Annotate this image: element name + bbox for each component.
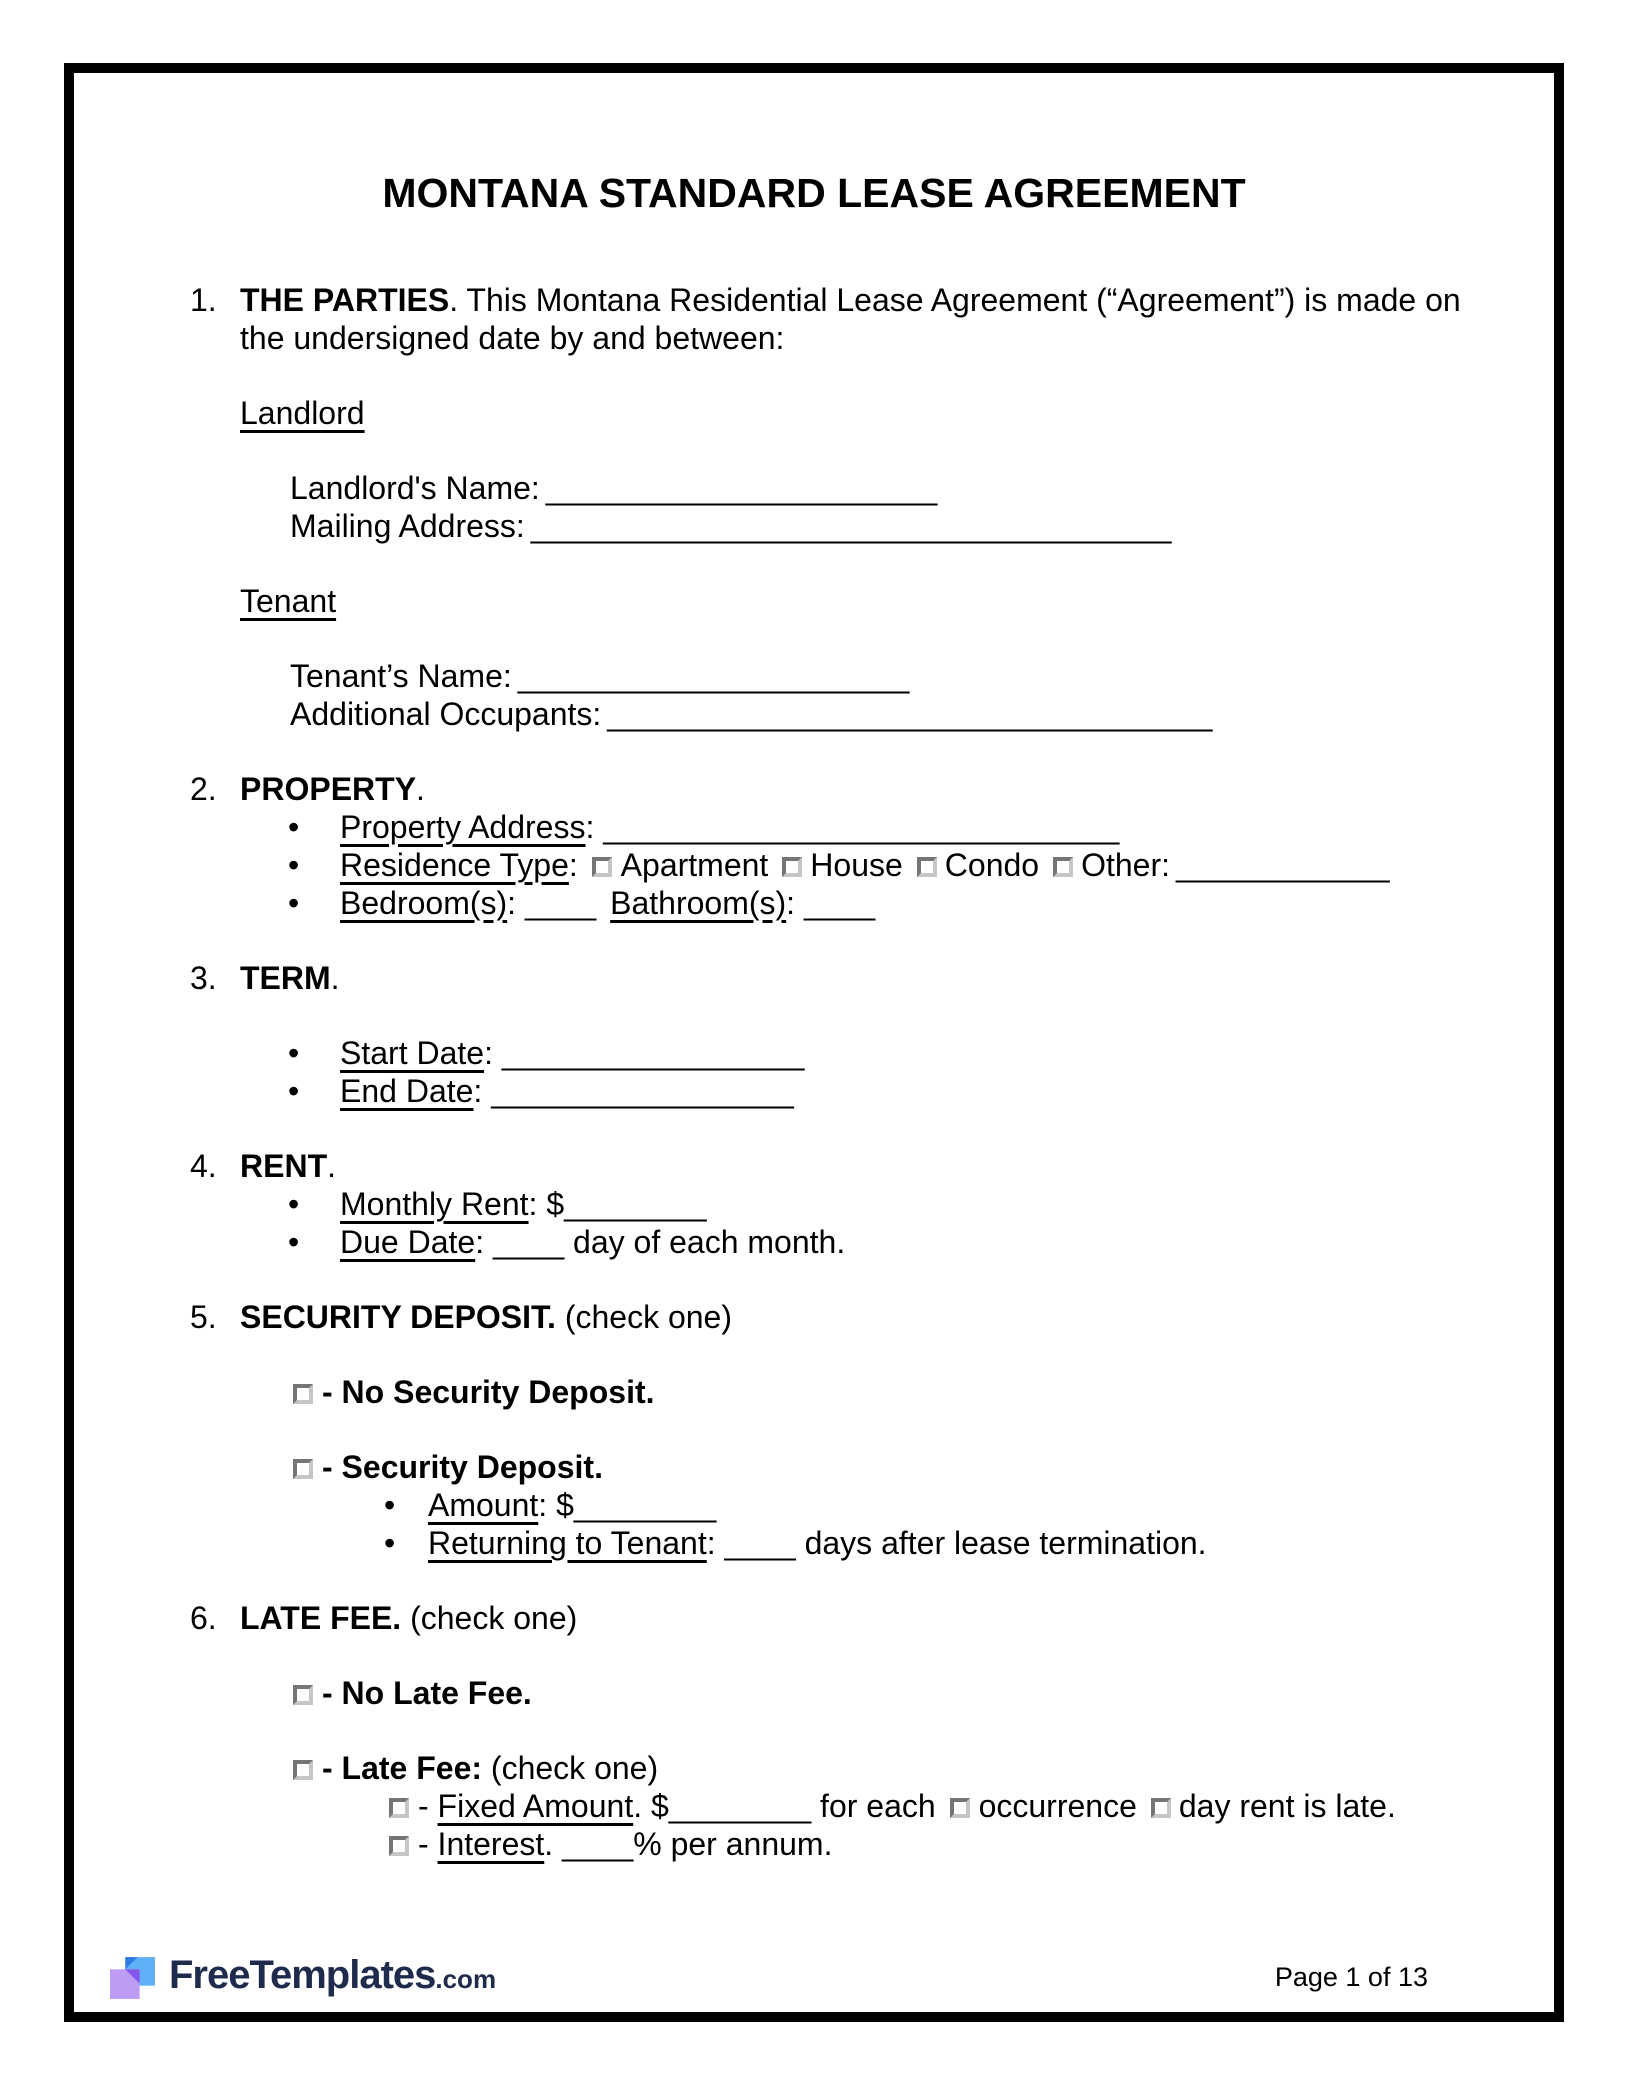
interest-blank[interactable]: ____ [562, 1826, 634, 1862]
bullet-icon: • [288, 1073, 300, 1109]
property-address-label: Property Address [340, 809, 586, 845]
apartment-option-label: Apartment [620, 847, 769, 883]
monthly-rent-colon: : [528, 1186, 547, 1222]
day-rent-late-label: day rent is late. [1178, 1788, 1396, 1824]
section-rent-number: 4. [190, 1148, 217, 1184]
bullet-icon: • [288, 1224, 300, 1260]
late-fee-label: - Late Fee: [322, 1750, 483, 1786]
freetemplates-logo-icon [110, 1954, 157, 2001]
occurrence-checkbox[interactable] [950, 1798, 970, 1818]
end-date-blank[interactable]: _________________ [491, 1073, 794, 1109]
deposit-amount-text [428, 1486, 716, 1524]
security-deposit-option-line [288, 1448, 1510, 1486]
landlord-address-label: Mailing Address: [290, 508, 525, 544]
security-deposit-checkbox[interactable] [293, 1459, 313, 1479]
freetemplates-logo [110, 1954, 496, 2001]
due-date-colon: : [475, 1224, 493, 1260]
condo-checkbox[interactable] [917, 857, 937, 877]
section-security-number: 5. [190, 1299, 217, 1335]
start-date-item [288, 1034, 1510, 1072]
bathrooms-blank[interactable]: ____ [803, 885, 876, 921]
interest-checkbox[interactable] [389, 1836, 409, 1856]
section-rent-heading-line [240, 1147, 1510, 1185]
section-term-heading-line [240, 959, 1510, 997]
fixed-amount-item [384, 1787, 1510, 1825]
landlord-address-line [290, 507, 1554, 545]
start-date-label: Start Date [340, 1035, 485, 1071]
no-late-fee-checkbox[interactable] [293, 1685, 313, 1705]
fixed-amount-blank[interactable]: ________ [668, 1788, 812, 1824]
residence-type-item [288, 846, 1510, 884]
interest-suffix: % per annum. [633, 1826, 833, 1862]
interest-item [384, 1825, 1510, 1863]
tenant-occupants-line [290, 695, 1554, 733]
tenant-occupants-label: Additional Occupants: [290, 696, 602, 732]
deposit-returning-colon: : [706, 1525, 725, 1561]
due-date-suffix: day of each month. [564, 1224, 846, 1260]
brand-text [169, 1953, 497, 1998]
property-address-blank[interactable]: _____________________________ [603, 809, 1120, 845]
house-checkbox[interactable] [782, 857, 802, 877]
late-fee-option-line [288, 1749, 1510, 1787]
tenant-heading: Tenant [240, 583, 337, 619]
section-property-heading-line [240, 770, 1510, 808]
section-term-heading: TERM [240, 960, 331, 996]
property-address-text [340, 808, 1119, 846]
bullet-icon: • [384, 1525, 396, 1561]
section-security-note: (check one) [555, 1299, 732, 1335]
property-bullets [74, 808, 1554, 922]
section-parties-intro: . This Montana Residential Lease Agreement (“Agreement”) is made on the undersigned date by and between: [240, 282, 1461, 356]
start-date-colon: : [484, 1035, 502, 1071]
due-date-item [288, 1223, 1510, 1261]
deposit-returning-suffix: days after lease termination. [795, 1525, 1207, 1561]
due-date-label: Due Date [340, 1224, 476, 1260]
bathrooms-label: Bathroom(s) [610, 885, 787, 921]
deposit-returning-text [428, 1524, 1207, 1562]
section-parties-paragraph [240, 281, 1510, 357]
document-page [64, 63, 1564, 2022]
bullet-icon: • [288, 1186, 300, 1222]
bedrooms-colon: : [507, 885, 525, 921]
section-security-heading-line [240, 1298, 1510, 1336]
no-late-fee-option [288, 1674, 1510, 1712]
monthly-rent-blank[interactable]: ________ [564, 1186, 707, 1222]
section-rent [190, 1147, 1510, 1185]
section-rent-heading: RENT [240, 1148, 328, 1184]
section-late-fee-number: 6. [190, 1600, 217, 1636]
bedrooms-label: Bedroom(s) [340, 885, 508, 921]
no-security-deposit-label: - No Security Deposit. [322, 1374, 655, 1410]
end-date-label: End Date [340, 1073, 474, 1109]
end-date-text [340, 1072, 794, 1110]
fixed-amount-dash: - [418, 1788, 438, 1824]
deposit-amount-label: Amount [428, 1487, 539, 1523]
house-option-label: House [810, 847, 903, 883]
deposit-returning-item [384, 1524, 1510, 1562]
rooms-text [340, 884, 875, 922]
property-address-item [288, 808, 1510, 846]
section-late-fee [190, 1599, 1510, 1637]
due-date-blank[interactable]: ____ [492, 1224, 565, 1260]
section-security-deposit [190, 1298, 1510, 1336]
section-security-heading: SECURITY DEPOSIT. [240, 1299, 556, 1335]
bullet-icon: • [384, 1487, 396, 1523]
document-content [74, 73, 1554, 2012]
brand-name: FreeTemplates [169, 1953, 436, 1997]
monthly-rent-text [340, 1185, 706, 1223]
page-number: Page 1 of 13 [1274, 1962, 1428, 1992]
bedrooms-blank[interactable]: ____ [524, 885, 597, 921]
other-blank[interactable]: ____________ [1176, 847, 1390, 883]
landlord-address-blank[interactable]: ____________________________________ [530, 508, 1172, 544]
section-parties-heading: THE PARTIES [240, 282, 450, 318]
brand-tld: .com [435, 1964, 497, 1994]
landlord-fields [74, 469, 1554, 545]
other-checkbox[interactable] [1053, 857, 1073, 877]
deposit-returning-label: Returning to Tenant [428, 1525, 707, 1561]
fixed-amount-period: . [633, 1788, 651, 1824]
landlord-name-line [290, 469, 1554, 507]
deposit-amount-blank[interactable]: ________ [573, 1487, 717, 1523]
no-security-deposit-checkbox[interactable] [293, 1384, 313, 1404]
section-term-number: 3. [190, 960, 217, 996]
page-footer [110, 1946, 1428, 2008]
landlord-name-blank[interactable]: ______________________ [545, 470, 938, 506]
security-deposit-option [74, 1448, 1554, 1562]
day-rent-late-checkbox[interactable] [1151, 1798, 1171, 1818]
residence-type-text [340, 846, 1390, 884]
condo-option-label: Condo [944, 847, 1040, 883]
late-fee-option [74, 1749, 1554, 1863]
term-bullets [74, 1034, 1554, 1110]
no-late-fee-label: - No Late Fee. [322, 1675, 532, 1711]
end-date-item [288, 1072, 1510, 1110]
end-date-colon: : [473, 1073, 492, 1109]
security-deposit-label: - Security Deposit. [322, 1449, 603, 1485]
other-option-label: Other: [1081, 847, 1171, 883]
start-date-text [340, 1034, 804, 1072]
tenant-occupants-blank[interactable]: __________________________________ [607, 696, 1213, 732]
landlord-heading: Landlord [240, 395, 365, 431]
section-property-heading: PROPERTY [240, 771, 417, 807]
section-late-fee-note: (check one) [401, 1600, 578, 1636]
rent-bullets [74, 1185, 1554, 1261]
section-parties [190, 281, 1510, 357]
property-address-colon: : [585, 809, 604, 845]
monthly-rent-label: Monthly Rent [340, 1186, 529, 1222]
residence-type-colon: : [568, 847, 587, 883]
apartment-checkbox[interactable] [592, 857, 612, 877]
occurrence-label: occurrence [978, 1788, 1137, 1824]
bathrooms-colon: : [786, 885, 804, 921]
deposit-amount-colon: : [538, 1487, 557, 1523]
bullet-icon: • [288, 847, 300, 883]
no-security-deposit-option [288, 1373, 1510, 1411]
deposit-amount-currency: $ [556, 1487, 574, 1523]
section-property-number: 2. [190, 771, 217, 807]
section-property-period: . [416, 771, 425, 807]
deposit-returning-blank[interactable]: ____ [724, 1525, 796, 1561]
interest-label: Interest [437, 1826, 545, 1862]
deposit-amount-item [384, 1486, 1510, 1524]
tenant-name-label: Tenant’s Name: [290, 658, 512, 694]
bullet-icon: • [288, 1035, 300, 1071]
interest-period: . [544, 1826, 563, 1862]
due-date-text [340, 1223, 845, 1261]
tenant-fields [74, 657, 1554, 733]
late-fee-checkbox[interactable] [293, 1760, 313, 1780]
monthly-rent-item [288, 1185, 1510, 1223]
fixed-amount-checkbox[interactable] [389, 1798, 409, 1818]
section-term [190, 959, 1510, 997]
tenant-name-blank[interactable]: ______________________ [517, 658, 910, 694]
document-title: MONTANA STANDARD LEASE AGREEMENT [382, 170, 1246, 216]
monthly-rent-currency: $ [546, 1186, 565, 1222]
section-late-fee-heading: LATE FEE. [240, 1600, 402, 1636]
section-parties-number: 1. [190, 282, 217, 318]
fixed-amount-currency: $ [650, 1788, 669, 1824]
fixed-amount-for-each: for each [811, 1788, 945, 1824]
section-term-period: . [330, 960, 340, 996]
tenant-name-line [290, 657, 1554, 695]
interest-dash: - [418, 1826, 438, 1862]
section-late-fee-heading-line [240, 1599, 1510, 1637]
bullet-icon: • [288, 809, 300, 845]
late-fee-note: (check one) [482, 1750, 659, 1786]
landlord-name-label: Landlord's Name: [290, 470, 540, 506]
section-property [190, 770, 1510, 808]
residence-type-label: Residence Type [340, 847, 569, 883]
fixed-amount-label: Fixed Amount [437, 1788, 634, 1824]
section-rent-period: . [327, 1148, 336, 1184]
start-date-blank[interactable]: _________________ [501, 1035, 805, 1071]
bullet-icon: • [288, 885, 300, 921]
rooms-item [288, 884, 1510, 922]
